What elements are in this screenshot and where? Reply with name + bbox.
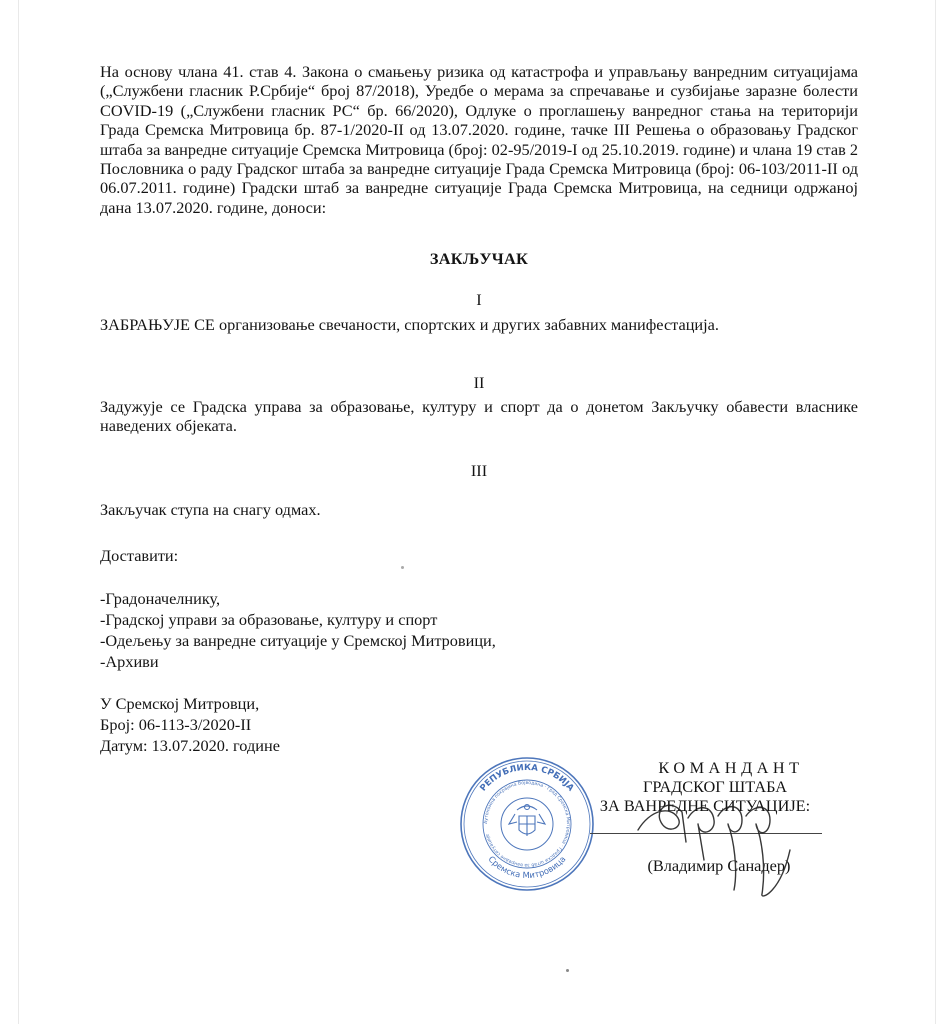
stamp-top-text: РЕПУБЛИКА СРБИЈА: [478, 762, 576, 794]
recipient-item: -Одељењу за ванредне ситуације у Сремској Митровици,: [100, 631, 496, 650]
date-line: Датум: 13.07.2020. године: [100, 736, 280, 755]
recipient-item: -Градској управи за образовање, културу и спорт: [100, 610, 438, 629]
commander-title: КОМАНДАНТ: [658, 758, 804, 777]
handwritten-signature: [630, 790, 810, 905]
article-text-3: Закључак ступа на снагу одмах.: [100, 500, 321, 519]
stamp-bottom-text: Сремска Митровица: [486, 853, 568, 881]
document-heading: ЗАКЉУЧАК: [429, 249, 529, 268]
article-text-2: Задужује се Градска управа за образовање, културу и спорт да о донетом Закључку обавести власнике наведених објеката.: [100, 397, 858, 436]
article-number-3: III: [470, 461, 488, 480]
commander-name: (Владимир Санадер): [647, 856, 791, 875]
page-left-edge: [18, 0, 19, 1024]
article-number-1: I: [476, 290, 482, 309]
preamble-paragraph: На основу члана 41. став 4. Закона о смањењу ризика од катастрофа и управљању ванредним ситуацијама („Службени гласник Р.Србије“ број 87/2018), Уредбе о мерама за спречавање и сузбијање заразне болести COVID-19 („Службени гласник РС“ бр. 66/2020), Одлуке о проглашењу ванредног стања на територији Града Сремска Митровица бр. 87-1/2020-II од 13.07.2020. године, тачке III Решења о образовању Градског штаба за ванредне ситуације Сремска Митровица (број: 02-95/2019-I од 25.10.2019. године) и члана 19 став 2 Пословника о раду Градског штаба за ванредне ситуације Града Сремска Митровица (број: 06-103/2011-II од 06.07.2011. године) Градски штаб за ванредне ситуације Града Сремска Митровица, на седници одржаној дана 13.07.2020. године, доноси:: [100, 62, 858, 217]
article-number-2: II: [473, 373, 485, 392]
scan-speck: [566, 969, 569, 972]
page-right-edge: [935, 0, 936, 1024]
commander-line-2: ЗА ВАНРЕДНЕ СИТУАЦИЈЕ:: [599, 796, 811, 815]
place-line: У Сремској Митровци,: [100, 694, 260, 713]
scan-speck: [401, 566, 404, 569]
coat-of-arms-icon: [509, 805, 545, 837]
number-line: Број: 06-113-3/2020-II: [100, 715, 252, 734]
recipient-item: -Градоначелнику,: [100, 589, 221, 608]
stamp-ring-text: Аутономна покрајина Војводина · Град Сремска Митровица · Градски штаб за ванредне ситуације: [483, 780, 571, 868]
commander-line-1: ГРАДСКОГ ШТАБА: [642, 777, 787, 796]
article-text-1: ЗАБРАЊУЈЕ СЕ организовање свечаности, спортских и других забавних манифестација.: [100, 315, 719, 334]
recipient-item: -Архиви: [100, 652, 159, 671]
deliver-label: Доставити:: [100, 546, 179, 565]
